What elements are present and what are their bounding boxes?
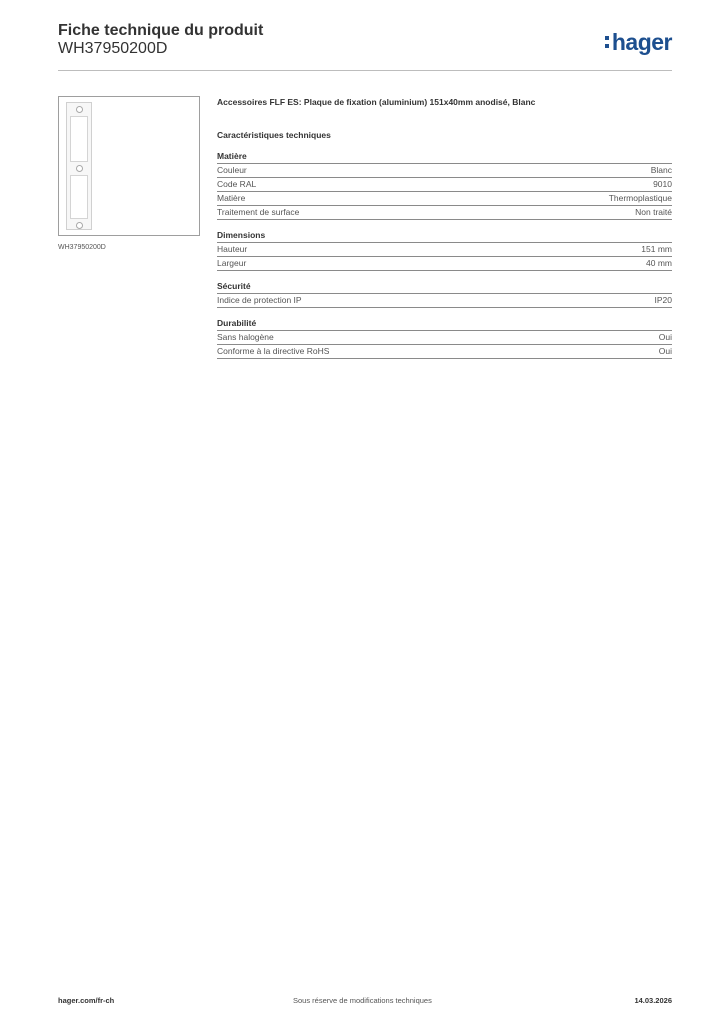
page-header xyxy=(58,20,672,71)
spec-value: 9010 xyxy=(653,179,672,189)
section-title: Dimensions xyxy=(217,229,672,243)
spec-value: Oui xyxy=(658,332,672,342)
footer-website-link[interactable]: hager.com/fr-ch xyxy=(58,996,115,1005)
footer-disclaimer: Sous réserve de modifications techniques xyxy=(293,996,432,1005)
page-footer xyxy=(58,996,672,1010)
footer-date: 14.03.2026 xyxy=(634,996,672,1005)
spec-label: Sans halogène xyxy=(217,332,274,342)
section-title: Durabilité xyxy=(217,317,672,331)
screw-hole-icon xyxy=(76,106,83,113)
screw-hole-icon xyxy=(76,165,83,172)
spec-section xyxy=(217,150,672,220)
characteristics-sections xyxy=(217,150,672,359)
spec-section xyxy=(217,229,672,271)
screw-hole-icon xyxy=(76,222,83,229)
spec-label: Indice de protection IP xyxy=(217,295,302,305)
section-title: Sécurité xyxy=(217,280,672,294)
logo-text: hager xyxy=(611,28,672,55)
spec-row xyxy=(217,294,672,308)
product-description: Accessoires FLF ES: Plaque de fixation (aluminium) 151x40mm anodisé, Blanc xyxy=(217,97,536,107)
spec-section xyxy=(217,317,672,359)
spec-row xyxy=(217,206,672,220)
section-title: Matière xyxy=(217,150,672,164)
spec-value: Non traité xyxy=(635,207,672,217)
spec-label: Matière xyxy=(217,193,246,203)
mounting-plate-illustration xyxy=(66,102,92,230)
spec-value: IP20 xyxy=(654,295,672,305)
product-image xyxy=(58,96,200,236)
spec-label: Couleur xyxy=(217,165,247,175)
spec-label: Hauteur xyxy=(217,244,248,254)
image-caption: WH37950200D xyxy=(58,244,106,251)
hager-logo[interactable] xyxy=(605,26,672,58)
plate-cutout xyxy=(70,116,88,162)
spec-row xyxy=(217,345,672,359)
spec-value: Thermoplastique xyxy=(608,193,672,203)
spec-row xyxy=(217,331,672,345)
document-title: Fiche technique du produit xyxy=(58,22,264,39)
spec-label: Conforme à la directive RoHS xyxy=(217,346,330,356)
spec-row xyxy=(217,257,672,271)
spec-row xyxy=(217,243,672,257)
spec-value: 151 mm xyxy=(641,244,672,254)
spec-row xyxy=(217,178,672,192)
spec-label: Largeur xyxy=(217,258,247,268)
product-details xyxy=(217,96,672,359)
spec-label: Code RAL xyxy=(217,179,257,189)
spec-row xyxy=(217,192,672,206)
spec-value: Oui xyxy=(658,346,672,356)
spec-row xyxy=(217,164,672,178)
spec-section xyxy=(217,280,672,308)
plate-cutout xyxy=(70,175,88,219)
spec-label: Traitement de surface xyxy=(217,207,300,217)
logo-dots-icon xyxy=(605,34,609,50)
spec-value: 40 mm xyxy=(646,258,672,268)
spec-value: Blanc xyxy=(650,165,672,175)
product-reference: WH37950200D xyxy=(58,40,168,57)
technical-characteristics-heading: Caractéristiques techniques xyxy=(217,130,331,140)
